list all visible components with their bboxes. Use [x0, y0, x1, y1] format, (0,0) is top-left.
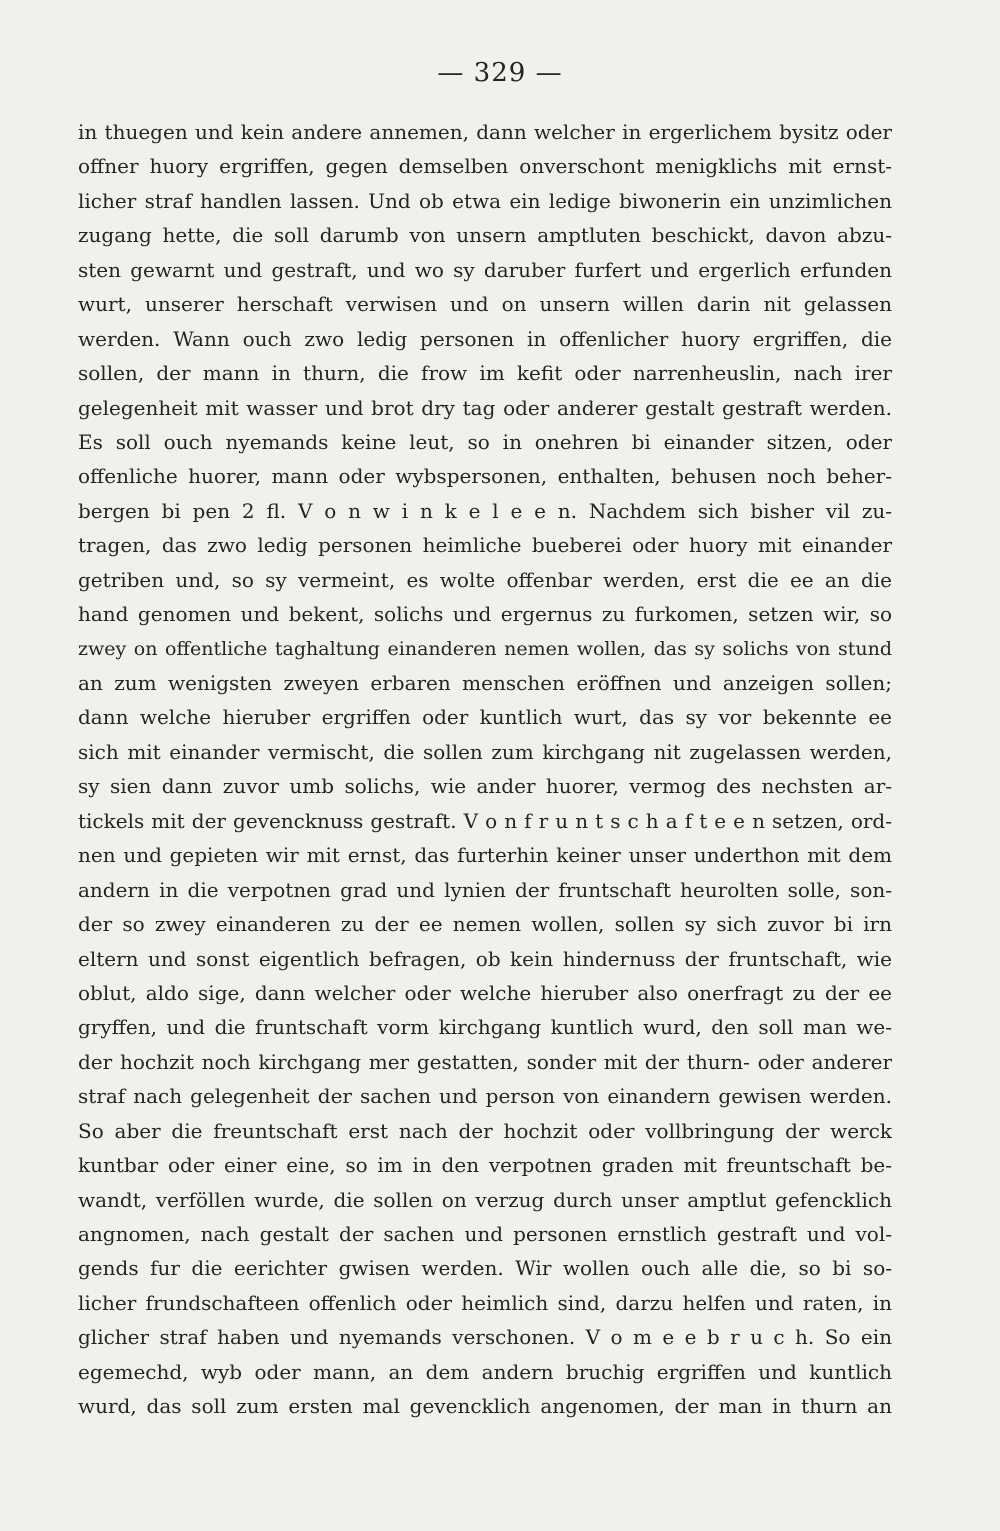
- text-line: sich mit einander vermischt, die sollen zum kirchgang nit zugelassen werden,: [78, 739, 892, 764]
- text-line: sollen, der mann in thurn, die frow im kefit oder narrenheuslin, nach irer: [78, 361, 892, 386]
- text-line: Es soll ouch nyemands keine leut, so in onehren bi einander sitzen, oder: [78, 429, 892, 454]
- text-line: offner huory ergriffen, gegen demselben onverschont menigklichs mit ernst-: [78, 154, 892, 179]
- text-line: licher straf handlen lassen. Und ob etwa ein ledige biwonerin ein unzimlichen: [78, 188, 892, 213]
- page-number: — 329 —: [437, 58, 563, 88]
- text-line: tickels mit der gevencknuss gestraft. V o n f r u n t s c h a f t e e n setzen, ord-: [78, 808, 892, 833]
- text-line: straf nach gelegenheit der sachen und person von einandern gewisen werden.: [78, 1084, 892, 1109]
- text-line: an zum wenigsten zweyen erbaren menschen eröffnen und anzeigen sollen;: [78, 671, 892, 695]
- text-line: tragen, das zwo ledig personen heimliche bueberei oder huory mit einander: [78, 533, 892, 558]
- text-line: hand genomen und bekent, solichs und ergernus zu furkomen, setzen wir, so: [78, 602, 892, 627]
- text-line: bergen bi pen 2 fl. V o n w i n k e l e e n. Nachdem sich bisher vil zu-: [78, 498, 892, 523]
- text-line: zugang hette, die soll darumb von unsern amptluten beschickt, davon abzu-: [78, 223, 892, 248]
- text-line: werden. Wann ouch zwo ledig personen in offenlicher huory ergriffen, die: [78, 326, 892, 351]
- text-line: der so zwey einanderen zu der ee nemen wollen, sollen sy sich zuvor bi irn: [78, 912, 892, 937]
- text-line: getriben und, so sy vermeint, es wolte offenbar werden, erst die ee an die: [78, 567, 892, 592]
- text-line: wurt, unserer herschaft verwisen und on unsern willen darin nit gelassen: [78, 292, 892, 317]
- text-line: eltern und sonst eigentlich befragen, ob kein hindernuss der fruntschaft, wie: [78, 946, 892, 971]
- text-line: wandt, verföllen wurde, die sollen on verzug durch unser amptlut gefencklich: [78, 1187, 892, 1212]
- text-line: zwey on offentliche taghaltung einanderen nemen wollen, das sy solichs von stund: [78, 637, 892, 660]
- text-line: sy sien dann zuvor umb solichs, wie ander huorer, vermog des nechsten ar-: [78, 774, 892, 799]
- text-line: So aber die freuntschaft erst nach der hochzit oder vollbringung der werck: [78, 1118, 892, 1143]
- text-line: kuntbar oder einer eine, so im in den verpotnen graden mit freuntschaft be-: [78, 1153, 892, 1178]
- text-line: gelegenheit mit wasser und brot dry tag oder anderer gestalt gestraft werden.: [78, 395, 892, 420]
- text-line: sten gewarnt und gestraft, und wo sy daruber furfert und ergerlich erfunden: [78, 257, 892, 282]
- text-line: gryffen, und die fruntschaft vorm kirchgang kuntlich wurd, den soll man we-: [78, 1015, 892, 1040]
- text-line: dann welche hieruber ergriffen oder kuntlich wurt, das sy vor bekennte ee: [78, 705, 892, 730]
- text-line: glicher straf haben und nyemands verschonen. V o m e e b r u c h. So ein: [78, 1325, 892, 1350]
- text-line: in thuegen und kein andere annemen, dann welcher in ergerlichem bysitz oder: [78, 120, 892, 144]
- text-line: gends fur die eerichter gwisen werden. Wir wollen ouch alle die, so bi so-: [78, 1256, 892, 1281]
- text-line: andern in die verpotnen grad und lynien der fruntschaft heurolten solle, son-: [78, 877, 892, 902]
- text-line: offenliche huorer, mann oder wybspersonen, enthalten, behusen noch beher-: [78, 464, 892, 489]
- text-line: wurd, das soll zum ersten mal gevencklich angenomen, der man in thurn an: [78, 1394, 892, 1419]
- text-line: der hochzit noch kirchgang mer gestatten, sonder mit der thurn- oder anderer: [78, 1049, 892, 1074]
- text-line: licher frundschafteen offenlich oder heimlich sind, darzu helfen und raten, in: [78, 1290, 892, 1315]
- text-line: nen und gepieten wir mit ernst, das furterhin keiner unser underthon mit dem: [78, 843, 892, 868]
- text-line: angnomen, nach gestalt der sachen und personen ernstlich gestraft und vol-: [78, 1222, 892, 1246]
- text-line: oblut, aldo sige, dann welcher oder welche hieruber also onerfragt zu der ee: [78, 980, 892, 1005]
- body-text: [78, 115, 892, 1424]
- text-line: egemechd, wyb oder mann, an dem andern bruchig ergriffen und kuntlich: [78, 1359, 892, 1384]
